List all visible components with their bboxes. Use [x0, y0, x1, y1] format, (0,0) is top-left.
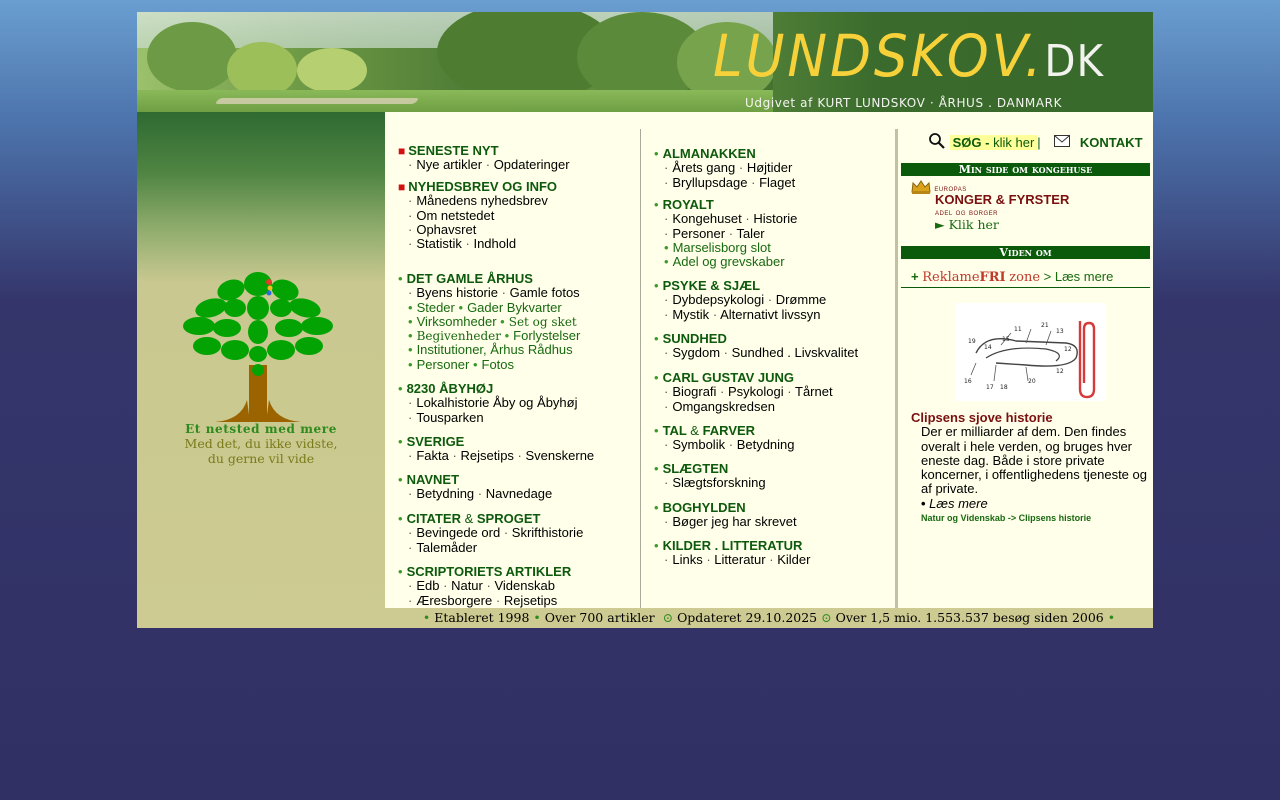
banner-tree [227, 42, 297, 97]
left-sidebar [137, 112, 385, 628]
nav-link[interactable]: Litteratur [714, 552, 766, 568]
zone-text: zone [1009, 270, 1041, 285]
divider [901, 287, 1150, 288]
banner-tree [147, 22, 237, 92]
nav-link[interactable]: Æresborgere [416, 592, 493, 608]
tagline-line1: Med det, du ikke vidste, [184, 436, 338, 451]
contact-link[interactable]: KONTAKT [1079, 135, 1143, 150]
diagram-label: 20 [1028, 378, 1036, 385]
section-seneste-nyt: ■ SENESTE NYT · Nye artikler · Opdateringer [398, 143, 570, 173]
nav-link[interactable]: Taler [736, 225, 765, 241]
nav-link[interactable]: Statistik [416, 236, 462, 252]
section-nyhedsbrev: ■ NYHEDSBREV OG INFO · Månedens nyhedsbrev · Om netstedet · Ophavsret · Statistik · Indhold [398, 179, 558, 252]
clips-article [911, 411, 1151, 525]
logo-subtitle: Udgivet af KURT LUNDSKOV · ÅRHUS . DANMARK [745, 96, 1063, 110]
nav-link[interactable]: Natur [451, 578, 483, 594]
nav-link[interactable]: Adel og grevskaber [672, 254, 785, 270]
logo-dk: DK [1044, 36, 1104, 87]
nav-link[interactable]: Byens historie [416, 285, 498, 301]
nav-link[interactable]: Forlystelser [513, 328, 581, 344]
section-title[interactable]: BOGHYLDEN [662, 500, 746, 515]
clips-read-more[interactable]: • Læs mere [921, 495, 988, 511]
nav-link[interactable]: Biografi [672, 384, 717, 400]
nav-link[interactable]: Lokalhistorie Åby og Åbyhøj [416, 395, 578, 411]
nav-link[interactable]: Omgangskredsen [672, 398, 775, 414]
kong-link[interactable]: ► Klik her [935, 217, 999, 232]
nav-link[interactable]: Begivenheder [416, 329, 501, 344]
nav-link[interactable]: Talemåder [416, 539, 478, 555]
nav-link[interactable]: Årets gang [672, 160, 736, 176]
section-bar-viden: Viden om [901, 246, 1150, 259]
nav-link[interactable]: Alternativt livssyn [720, 306, 821, 322]
diagram-label: 11 [1014, 326, 1022, 333]
section-title[interactable]: SVERIGE [406, 434, 465, 449]
nav-link[interactable]: Bevingede ord [416, 525, 501, 541]
search-link-text: klik her [993, 135, 1035, 150]
banner-path [214, 98, 419, 104]
nav-link[interactable]: Rejsetips [503, 592, 558, 608]
nav-link[interactable]: Virksomheder [416, 313, 497, 329]
nav-link[interactable]: Kilder [777, 552, 811, 568]
section-title[interactable]: DET GAMLE ÅRHUS [406, 271, 533, 286]
diagram-label: 16 [964, 378, 972, 385]
red-square-icon: ■ [398, 144, 406, 158]
mail-icon[interactable] [1054, 135, 1070, 147]
nav-link[interactable]: Navnedage [485, 486, 553, 502]
section-scriptoriet: • SCRIPTORIETS ARTIKLER · Edb · Natur · Videnskab · Æresborgere · Rejsetips [398, 564, 572, 608]
nav-link[interactable]: Fotos [481, 356, 515, 372]
nav-link[interactable]: Steder [416, 299, 455, 315]
section-title[interactable]: SCRIPTORIETS ARTIKLER [406, 564, 572, 579]
nav-link[interactable]: Tårnet [795, 384, 833, 400]
section-boghylden: • BOGHYLDEN · Bøger jeg har skrevet [654, 500, 797, 530]
section-slaegten: • SLÆGTEN · Slægtsforskning [654, 461, 766, 491]
nav-column-1 [385, 129, 641, 608]
clips-body: Der er milliarder af dem. Den findes overalt i hele verden, og bruges hver eneste dag. Både i store private koncerner, i offentlighedens tjeneste og af private. [921, 424, 1147, 497]
ampersand: & [690, 423, 699, 438]
reklame-text: Reklame [922, 270, 980, 285]
section-bar-kongehuse: Min side om kongehuse [901, 163, 1150, 176]
nav-link[interactable]: Institutioner, Århus Rådhus [416, 342, 573, 358]
nav-link[interactable]: Marselisborg slot [672, 239, 771, 255]
section-title[interactable]: NAVNET [406, 472, 460, 487]
nav-link[interactable]: Højtider [746, 160, 793, 176]
bullet: • [1107, 610, 1116, 625]
section-gamle-aarhus: • DET GAMLE ÅRHUS · Byens historie · Gamle fotos • Steder • Gader Bykvarter • Virksomheder • Set og sket • Begivenheder • Forlystelser • Institutioner, Århus Rådhus • Personer • Fotos [398, 271, 581, 372]
clock-icon: ⊙ [821, 610, 832, 625]
nav-link[interactable]: Bryllupsdage [672, 174, 748, 190]
tagline-line2: du gerne vil vide [207, 451, 315, 466]
nav-link[interactable]: Tousparken [416, 409, 484, 425]
site-logo[interactable] [713, 22, 1104, 92]
section-title[interactable]: CARL GUSTAV JUNG [662, 370, 795, 385]
footer-artikler: Over 700 artikler [544, 610, 655, 625]
read-more: > Læs mere [1043, 269, 1114, 284]
nav-link[interactable]: Personer [416, 356, 470, 372]
footer-besoeg: Over 1,5 mio. 1.553.537 besøg siden 2006 [835, 610, 1104, 625]
kong-title[interactable]: KONGER & FYRSTER [935, 192, 1070, 207]
kong-prefix: europas [934, 183, 967, 193]
ampersand: & [464, 511, 474, 526]
section-title[interactable]: NYHEDSBREV OG INFO [408, 179, 558, 194]
nav-link[interactable]: Edb [416, 578, 440, 594]
nav-link[interactable]: Links [672, 552, 703, 568]
section-psyke: • PSYKE & SJÆL · Dybdepsykologi · Drømme · Mystik · Alternativt livssyn [654, 278, 827, 322]
nav-link[interactable]: Månedens nyhedsbrev [416, 193, 548, 209]
search-contact-bar [928, 132, 1143, 150]
clock-icon: ⊙ [662, 610, 674, 625]
section-jung: • CARL GUSTAV JUNG · Biografi · Psykologi · Tårnet · Omgangskredsen [654, 370, 833, 414]
banner-tree [297, 48, 367, 93]
tree-logo-icon[interactable] [181, 270, 337, 426]
search-label: SØG - [952, 135, 990, 150]
section-royalt: • ROYALT · Kongehuset · Historie · Personer · Taler • Marselisborg slot • Adel og grevskaber [654, 197, 798, 270]
section-title[interactable]: SENESTE NYT [408, 143, 499, 158]
page-wrapper [137, 12, 1153, 628]
nav-link[interactable]: Betydning [416, 486, 475, 502]
title-part: TAL [662, 423, 687, 438]
section-sverige: • SVERIGE · Fakta · Rejsetips · Svenskerne [398, 434, 595, 464]
section-title[interactable]: 8230 ÅBYHØJ [406, 381, 494, 396]
reklame-link[interactable] [911, 269, 1113, 285]
section-almanakken: • ALMANAKKEN · Årets gang · Højtider · Bryllupsdage · Flaget [654, 146, 796, 190]
nav-link[interactable]: Gamle fotos [509, 285, 580, 301]
nav-link[interactable]: Rejsetips [460, 448, 514, 464]
nav-link[interactable]: Om netstedet [416, 207, 495, 223]
kongehuse-block[interactable] [911, 180, 1069, 232]
search-link[interactable] [950, 135, 1041, 150]
section-title[interactable] [407, 511, 541, 526]
nav-link[interactable]: Set og sket [508, 314, 577, 329]
diagram-label: 15 [1002, 336, 1010, 343]
fri-text: FRI [979, 270, 1006, 285]
nav-link[interactable]: Opdateringer [493, 157, 570, 173]
nav-column-2 [641, 129, 898, 608]
nav-link[interactable]: Videnskab [494, 578, 555, 594]
section-title[interactable]: SLÆGTEN [662, 461, 729, 476]
nav-link[interactable]: Bøger jeg har skrevet [672, 514, 797, 530]
nav-link[interactable]: Betydning [736, 437, 795, 453]
logo-main: LUNDSKOV. [713, 22, 1045, 90]
section-sundhed: • SUNDHED · Sygdom · Sundhed . Livskvalitet [654, 331, 859, 361]
crown-icon [911, 180, 931, 194]
nav-link[interactable]: Sundhed . Livskvalitet [731, 345, 859, 361]
section-title[interactable]: SUNDHED [662, 331, 727, 346]
section-navnet: • NAVNET · Betydning · Navnedage [398, 472, 553, 502]
nav-link[interactable]: Nye artikler [416, 157, 483, 173]
nav-link[interactable]: Psykologi [728, 384, 784, 400]
section-title[interactable]: ALMANAKKEN [662, 146, 756, 161]
nav-link[interactable]: Fakta [416, 448, 449, 464]
footer-status [385, 608, 1153, 628]
nav-link[interactable]: Flaget [759, 174, 796, 190]
footer-etableret: Etableret 1998 [434, 610, 530, 625]
nav-link[interactable]: Dybdepsykologi [672, 292, 765, 308]
diagram-label: 13 [1056, 328, 1064, 335]
section-title[interactable] [663, 423, 756, 438]
search-icon[interactable] [928, 132, 946, 150]
separator: | [1037, 135, 1041, 150]
diagram-label: 17 [986, 384, 994, 391]
kong-subtitle: adel og borger [935, 207, 999, 217]
nav-link[interactable]: Symbolik [672, 437, 726, 453]
nav-link[interactable]: Personer [672, 225, 726, 241]
diagram-label: 12 [1056, 368, 1064, 375]
nav-link[interactable]: Svenskerne [525, 448, 595, 464]
diagram-label: 18 [1000, 384, 1008, 391]
nav-link[interactable]: Drømme [775, 292, 827, 308]
section-kilder: • KILDER . LITTERATUR · Links · Litteratur · Kilder [654, 538, 811, 568]
section-title[interactable]: KILDER . LITTERATUR [662, 538, 803, 553]
section-title[interactable]: PSYKE & SJÆL [662, 278, 761, 293]
clips-read-more-text: Læs mere [929, 495, 988, 511]
nav-link[interactable]: Historie [753, 211, 798, 227]
clips-path-link[interactable]: Natur og Videnskab -> Clipsens historie [921, 513, 1092, 524]
nav-link[interactable]: Ophavsret [416, 221, 477, 237]
nav-link[interactable]: Slægtsforskning [672, 475, 766, 491]
plus: + [911, 269, 919, 284]
nav-link[interactable]: Skrifthistorie [511, 525, 584, 541]
section-citater: • CITATER & SPROGET · Bevingede ord · Skrifthistorie · Talemåder [398, 511, 584, 555]
nav-link[interactable]: Sygdom [672, 345, 721, 361]
red-square-icon: ■ [398, 180, 406, 194]
main-content [385, 112, 1153, 608]
footer-opdateret: Opdateret 29.10.2025 [677, 610, 818, 625]
section-title[interactable]: ROYALT [662, 197, 714, 212]
title-part: FARVER [702, 423, 756, 438]
bullet: • [533, 610, 541, 625]
title-part: SPROGET [476, 511, 541, 526]
nav-link[interactable]: Mystik [672, 306, 710, 322]
nav-link[interactable]: Kongehuset [672, 211, 742, 227]
tagline [137, 422, 385, 466]
nav-link[interactable]: Gader Bykvarter [467, 299, 562, 315]
diagram-label: 19 [968, 338, 976, 345]
tagline-title: Et netsted med mere [185, 422, 337, 436]
diagram-label: 12 [1064, 346, 1072, 353]
diagram-label: 14 [984, 344, 992, 351]
section-aabyhoej: • 8230 ÅBYHØJ · Lokalhistorie Åby og Åbyhøj · Tousparken [398, 381, 578, 425]
diagram-label: 21 [1041, 322, 1049, 329]
paperclip-diagram-image[interactable] [956, 303, 1106, 401]
nav-link[interactable]: Indhold [473, 236, 517, 252]
bullet: • [422, 610, 431, 625]
title-part: CITATER [406, 511, 461, 526]
header-banner[interactable] [137, 12, 1153, 112]
section-tal-farver: • TAL & FARVER · Symbolik · Betydning [654, 423, 795, 453]
side-column [898, 129, 1153, 608]
clips-title[interactable]: Clipsens sjove historie [911, 410, 1053, 425]
